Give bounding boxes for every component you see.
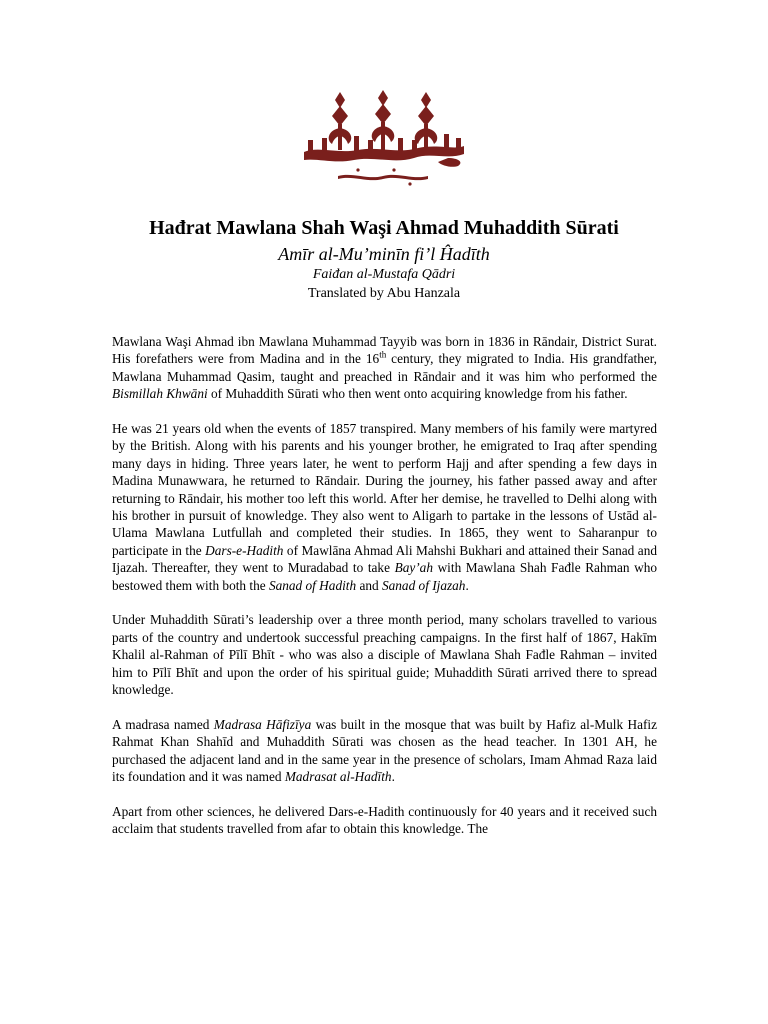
translator-credit: Translated by Abu Hanzala <box>307 286 461 301</box>
paragraph-4: A madrasa named Madrasa Hāfizīya was built in the mosque that was built by Hafiz al-Mulk Hafiz Rahmat Khan Shahīd and Muhaddith Sūrati was chosen as the head teacher. In 1301 AH, he purchased the adjacent land and in the same year in the presence of scholars, Imam Ahmad Raza laid its foundation and it was named Madrasat al-Hadīth. <box>112 716 658 785</box>
paragraph-5: Apart from other sciences, he delivered Dars-e-Hadith continuously for 40 years and it received such acclaim that students travelled from afar to obtain this knowledge. The <box>112 803 657 837</box>
paragraph-2: He was 21 years old when the events of 1857 transpired. Many members of his family were martyred by the British. Along with his parents and his younger brother, he emigrated to Iraq after spending many days in hiding. Three years later, he went to perform Hajj and after spending a few days in Madina Munawwara, he returned to Rāndair. During the journey, his father passed away and after returning to Rāndair, his mother too left this world. After her demise, he travelled to Delhi along with his brother in pursuit of knowledge. They also went to Aligarh to partake in the lessons of Ustād al-Ulama Mawlana Lutfullah and completed their studies. In 1865, they went to Saharanpur to participate in the Dars-e-Hadith of Mawlāna Ahmad Ali Mahshi Bukhari and attained their Sanad and Ijazah. Thereafter, they went to Muradabad to take Bay’ah with Mawlana Shah Fađle Rahman who bestowed them with both the Sanad of Hadith and Sanad of Ijazah. <box>112 421 658 593</box>
paragraph-3: Under Muhaddith Sūrati’s leadership over a three month period, many scholars travelled to various parts of the country and undertook successful preaching campaigns. In the first half of 1867, Hakīm Khalil al-Rahman of Pīlī Bhīt - who was also a disciple of Mawlana Shah Fađle Rahman – invited him to Pīlī Bhīt and upon the order of his spiritual guide; Muhaddith Sūrati arrived there to spread knowledge. <box>112 612 657 698</box>
finial-right <box>415 92 438 150</box>
script-line <box>338 168 428 185</box>
finial-center <box>372 90 395 150</box>
paragraph-1: Mawlana Waşi Ahmad ibn Mawlana Muhammad Tayyib was born in 1836 in Rāndair, District Surat. His forefathers were from Madina and in the 16th century, they migrated to India. His grandfather, Mawlana Muhammad Qasim, taught and preached in Rāndair and it was him who performed the Bismillah Khwāni of Muhaddith Sūrati who then went onto acquiring knowledge from his father. <box>112 334 657 402</box>
author-name: Faiđan al-Mustafa Qādri <box>312 267 456 282</box>
bismillah-calligraphy-logo <box>298 88 468 188</box>
article-body <box>112 333 657 855</box>
page-title: Hađrat Mawlana Shah Waşi Ahmad Muhaddith Sūrati <box>149 217 619 239</box>
page-subtitle: Amīr al-Mu’minīn fi’l Ĥadīth <box>278 244 490 264</box>
finial-left <box>329 92 352 150</box>
